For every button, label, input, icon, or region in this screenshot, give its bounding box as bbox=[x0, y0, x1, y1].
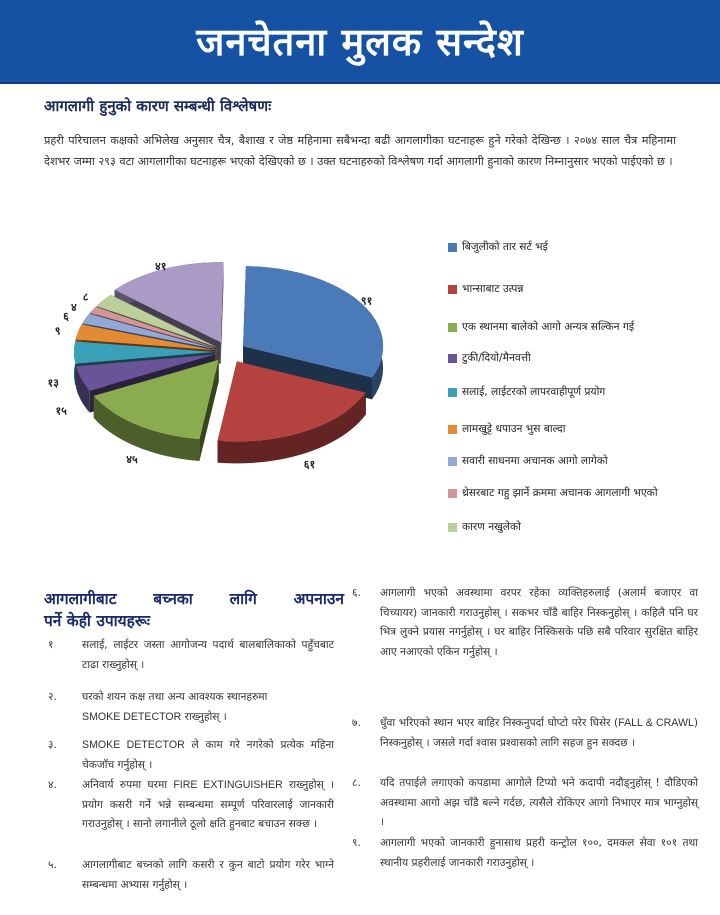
legend-swatch bbox=[448, 354, 457, 363]
item-text bbox=[380, 714, 698, 753]
pie-chart bbox=[38, 232, 428, 512]
heading-word: आगलागीबाट bbox=[44, 590, 117, 608]
pie-data-label: ९१ bbox=[360, 294, 373, 308]
pie-data-label: ४१ bbox=[154, 259, 167, 273]
legend-swatch bbox=[448, 285, 457, 294]
heading-line-2: पर्ने केही उपायहरूः bbox=[44, 612, 151, 630]
list-item bbox=[352, 584, 698, 662]
list-item bbox=[48, 776, 334, 835]
legend-item bbox=[448, 282, 688, 297]
item-number: २. bbox=[48, 691, 57, 703]
legend-label: सवारी साधनमा अचानक आगो लागेको bbox=[462, 455, 608, 467]
pie-data-label: ८ bbox=[82, 290, 89, 304]
item-text: आगलागी भएको अवस्थामा वरपर रहेका व्यक्तिहरुलाई (अलार्म बजाएर वा चिच्यायर) जानकारी गराउनुहोस् । सकभर चाँडै बाहिर निस्कनुहोस् । कहिलै पनि घर भित्र लुक्ने प्रयास नगर्नुहोस् । घर बाहिर निस्किसके पछि सबै परिवार सुरक्षित बाहिर आए नआएको एकिन गर्नुहोस् । bbox=[380, 587, 698, 658]
list-item bbox=[352, 834, 698, 873]
heading-word: लागि bbox=[229, 590, 257, 608]
item-text bbox=[82, 736, 334, 775]
item-text: आगलागी भएको जानकारी हुनासाथ प्रहरी कन्ट्रोल १००, दमकल सेवा १०१ तथा स्थानीय प्रहरीलाई जानकारी गराउनुहोस् । bbox=[380, 837, 698, 869]
item-number: ५. bbox=[48, 859, 57, 871]
item-text bbox=[82, 688, 267, 727]
legend-label: सलाई, लाईटरको लापरवाहीपूर्ण प्रयोग bbox=[462, 386, 606, 398]
item-number: ८. bbox=[352, 777, 361, 789]
item-text: यदि तपाईले लगाएको कपडामा आगोले टिप्यो भने कदापी नदौड्नुहोस् ! दौडिएको अवस्थामा आगो अझ चाँडै बल्ने गर्दछ, त्यसैले रोकिएर आगो निभाएर मात्र भाग्नुहोस् । bbox=[380, 777, 698, 828]
legend-swatch bbox=[448, 425, 457, 434]
legend-item bbox=[448, 454, 648, 469]
page-title: जनचेतना मुलक सन्देश bbox=[196, 20, 524, 64]
pie-data-label: ६ bbox=[63, 310, 69, 324]
legend-label: लामखुट्टे धपाउन भुस बाल्दा bbox=[462, 423, 566, 435]
legend-item bbox=[448, 385, 688, 400]
legend-swatch bbox=[448, 523, 457, 532]
item-text-latin: FIRE EXTINGUISHER bbox=[173, 779, 283, 791]
pie-data-label: १३ bbox=[47, 376, 59, 390]
list-item bbox=[48, 736, 334, 775]
legend-label: टुकी/दियो/मैनवत्ती bbox=[462, 352, 531, 364]
item-text-part: धुँवा भरिएको स्थान भएर बाहिर निस्कनुपर्दा घोप्टो परेर घिसेर ( bbox=[380, 717, 619, 729]
legend-item bbox=[448, 520, 688, 535]
item-number: ३. bbox=[48, 739, 57, 751]
legend-label: भान्साबाट उत्पन्न bbox=[462, 283, 524, 295]
item-text-part: अनिवार्य रुपमा घरमा bbox=[82, 779, 174, 791]
list-item bbox=[48, 688, 334, 727]
item-text-part: ) निस्कनुहोस् । जसले गर्दा श्वास प्रश्वासको लागि सहज हुन सक्दछ । bbox=[380, 717, 698, 749]
pie-data-label: ९ bbox=[54, 324, 61, 338]
item-number: ७. bbox=[352, 717, 361, 729]
item-text bbox=[82, 776, 334, 835]
legend-swatch bbox=[448, 388, 457, 397]
pie-data-label: १५ bbox=[55, 404, 67, 418]
heading-word: बच्नका bbox=[153, 590, 193, 608]
legend-item bbox=[448, 320, 663, 335]
list-item bbox=[48, 856, 334, 895]
pie-data-label: ६१ bbox=[303, 458, 316, 472]
legend-swatch bbox=[448, 323, 457, 332]
item-text-latin: SMOKE DETECTOR bbox=[82, 739, 185, 751]
item-text: आगलागीबाट बच्नको लागि कसरी र कुन बाटो प्रयोग गरेर भाग्ने सम्बन्धमा अभ्यास गर्नुहोस् । bbox=[82, 859, 334, 891]
legend-swatch bbox=[448, 457, 457, 466]
legend-label: थ्रेसरबाट गहु झार्ने क्रममा अचानक आगलागी भएको bbox=[462, 487, 658, 499]
item-number: ४. bbox=[48, 779, 57, 791]
item-text: सलाई, लाईटर जस्ता आगोजन्य पदार्थ बालबालिकाको पहुँचबाट टाढा राख्नुहोस् । bbox=[82, 639, 334, 671]
legend-item bbox=[448, 486, 663, 501]
item-number: १ bbox=[48, 639, 54, 651]
legend-label: एक स्थानमा बालेको आगो अन्यत्र सल्किन गई bbox=[462, 321, 635, 333]
list-item bbox=[48, 636, 334, 675]
item-text-part: राख्नुहोस् । bbox=[181, 710, 227, 723]
item-text-part: राख्नुहोस् । प्रयोग कसरी गर्ने भन्ने सम्बन्धमा सम्पूर्ण परिवारलाई जानकारी गराउनुहोस् । सानो लगानीले ठूलो क्षति हुनबाट बचाउन सक्छ । bbox=[82, 779, 335, 830]
pie-data-label: ४ bbox=[71, 300, 77, 314]
legend-label: कारण नखुलेको bbox=[462, 521, 521, 533]
legend-item bbox=[448, 240, 688, 255]
item-number: ९. bbox=[352, 837, 361, 849]
list-item bbox=[352, 774, 698, 833]
banner-header bbox=[0, 0, 720, 84]
legend-label: बिजुलीको तार सर्ट भई bbox=[462, 241, 548, 253]
item-text-latin: FALL & CRAWL bbox=[618, 717, 694, 729]
pie-data-label: ४५ bbox=[126, 452, 138, 466]
item-text-part: ले काम गरे नगरेको प्रत्येक महिना चेकजाँच गर्नुहोस् । bbox=[82, 739, 334, 771]
legend-item bbox=[448, 351, 688, 366]
item-text-part: घरको शयन कक्ष तथा अन्य आवश्यक स्थानहरुमा bbox=[82, 691, 268, 703]
list-item bbox=[352, 714, 698, 753]
heading-word: अपनाउन bbox=[293, 590, 344, 608]
analysis-heading: आगलागी हुनुको कारण सम्बन्धी विश्लेषणः bbox=[44, 97, 272, 115]
analysis-intro: प्रहरी परिचालन कक्षको अभिलेख अनुसार चैत्र, बैशाख र जेष्ठ महिनामा सबैभन्दा बढी आगलागीका घटनाहरू हुने गरेको देखिन्छ । २०७४ साल चैत्र महिनामा देशभर जम्मा २९३ वटा आगलागीका घटनाहरू भएको देखिएको छ । उक्त घटनाहरुको विश्लेषण गर्दा आगलागी हुनाको कारण निम्नानुसार भएको पाईएको छ । bbox=[44, 134, 676, 168]
item-number: ६. bbox=[352, 587, 361, 599]
item-text-latin: SMOKE DETECTOR bbox=[82, 710, 182, 723]
legend-item bbox=[448, 422, 688, 437]
legend-swatch bbox=[448, 243, 457, 252]
prevention-heading bbox=[44, 588, 344, 632]
legend-swatch bbox=[448, 489, 457, 498]
